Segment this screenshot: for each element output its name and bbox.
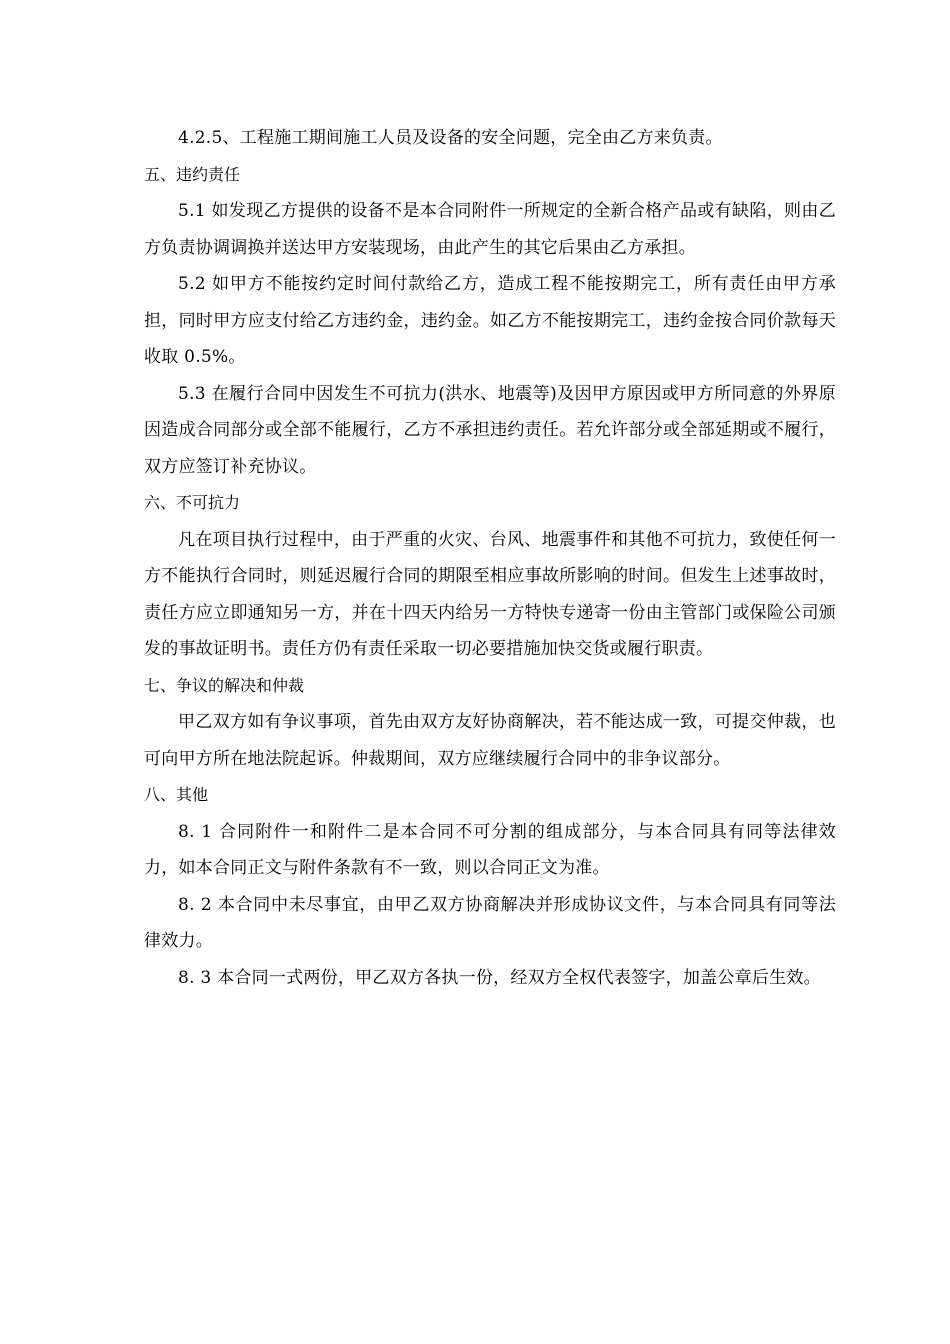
- section-heading-other: 八、其他: [144, 785, 209, 804]
- clause-force-majeure: 凡在项目执行过程中，由于严重的火灾、台风、地震事件和其他不可抗力，致使任何一方不能执行合同时，则延迟履行合同的期限至相应事故所影响的时间。但发生上述事故时，责任方应立即通知另一方，并在十四天内给另一方特快专递寄一份由主管部门或保险公司颁发的事故证明书。责任方仍有责任采取一切必要措施加快交货或履行职责。: [144, 529, 836, 659]
- clause-5-3: 5.3 在履行合同中因发生不可抗力(洪水、地震等)及因甲方原因或甲方所同意的外界原因造成合同部分或全部不能履行，乙方不承担违约责任。若允许部分或全部延期或不履行，双方应签订补充协议。: [144, 383, 836, 477]
- clause-8-2: 8. 2 本合同中未尽事宜，由甲乙双方协商解决并形成协议文件，与本合同具有同等法律效力。: [144, 894, 836, 951]
- section-heading-disputes: 七、争议的解决和仲裁: [144, 675, 305, 695]
- clause-disputes: 甲乙双方如有争议事项，首先由双方友好协商解决，若不能达成一致，可提交仲裁，也可向甲方所在地法院起诉。仲裁期间，双方应继续履行合同中的非争议部分。: [144, 712, 836, 769]
- clause-5-2: 5.2 如甲方不能按约定时间付款给乙方，造成工程不能按期完工，所有责任由甲方承担，同时甲方应支付给乙方违约金，违约金。如乙方不能按期完工，违约金按合同价款每天收取 0.5%。: [144, 274, 836, 367]
- clause-8-3: 8. 3 本合同一式两份，甲乙双方各执一份，经双方全权代表签字，加盖公章后生效。: [178, 967, 821, 988]
- clause-5-1: 5.1 如发现乙方提供的设备不是本合同附件一所规定的全新合格产品或有缺陷，则由乙方负责协调调换并送达甲方安装现场，由此产生的其它后果由乙方承担。: [144, 201, 836, 258]
- section-heading-force-majeure: 六、不可抗力: [144, 493, 241, 512]
- clause-4-2-5: 4.2.5、工程施工期间施工人员及设备的安全问题，完全由乙方来负责。: [178, 128, 723, 148]
- clause-8-1: 8. 1 合同附件一和附件二是本合同不可分割的组成部分，与本合同具有同等法律效力，如本合同正文与附件条款有不一致，则以合同正文为准。: [144, 821, 836, 878]
- document-body: [144, 120, 836, 996]
- section-heading-breach: 五、违约责任: [144, 164, 241, 184]
